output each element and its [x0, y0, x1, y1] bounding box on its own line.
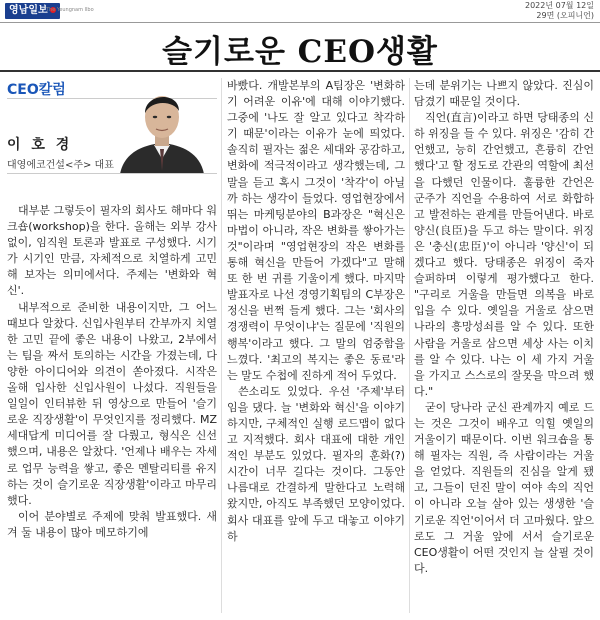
- publish-date: 2022년 07월 12일: [525, 1, 594, 10]
- paragraph: 쓴소리도 있었다. 우선 '주제'부터 임을 댔다. 늘 '변화와 혁신'을 이야기하지만, 구체적인 실행 로드맵이 없다고 지적했다. 회사 대표에 대한 개인적인 부분도 있었다. 필자의 훈화(?) 시간이 너무 길다는 것이다. 그동안 나름대로 간결하게 말한다고 노력해 왔지만, 아직도 부족했던 모양이었다. 회사 대표를 앞에 두고 대놓고 이야기하: [227, 384, 405, 543]
- paragraph: 이어 분야별로 주제에 맞춰 발표했다. 새겨 둘 내용이 많아 메모하기에: [7, 509, 217, 539]
- paragraph: 내부적으로 준비한 내용이지만, 그 어느 때보다 알찼다. 신입사원부터 간부까지 치열한 고민 끝에 좋은 내용이 나왔고, 2부에서는 팀을 짜서 토의하는 시간을 가졌는데, 다양한 아이디어와 의견이 쏟아졌다. 시작은 올해 입사한 신입사원이 나섰다. 직원들을 일일이 인터뷰한 뒤 영상으로 만들어 '슬기로운 직장생활'이 무엇인지를 정리했다. MZ세대답게 미디어를 잘 다뤘고, 형식은 신선했으며, 내용은 알찼다. '언제나 배우는 자세로 업무 능력을 쌓고, 좋은 멘탈리티를 유지하는 것이 슬기로운 직장생활'이라고 마무리했다.: [7, 300, 217, 507]
- paragraph: 굳이 당나라 군신 관계까지 예로 드는 것은 그것이 배우고 익힐 옛일의 거울이기 때문이다. 이번 워크숍을 통해 필자는 직원, 즉 사람이라는 거울을 얻었다. 직원들의 진심을 알게 됐고, 그들이 던진 말이 여야 속의 직언이 아니라 오늘 살아 있는 생생한 '슬기로운 직언'이어서 더 고마웠다. 앞으로도 그 거울 앞에 서서 슬기로운 CEO생활이 어떤 것인지 늘 살필 것이다.: [414, 400, 594, 575]
- article-column-3: [414, 78, 594, 577]
- top-divider: [0, 22, 600, 23]
- column-divider: [221, 78, 222, 613]
- headline-divider: [0, 70, 600, 72]
- paragraph: 바빴다. 개발본부의 A팀장은 '변화하기 어려운 이유'에 대해 이야기했다. 그중에 '나도 잘 알고 있다고 착각하기 때문'이라는 이유가 눈에 띄었다. 솔직히 필자는 젊은 세대와 공감하고, 변화에 적극적이라고 생각했는데, 그 말을 듣고 혹시 그것이 '착각'이 아닐까 하는 생각이 들었다. 영업현장에서 뛰는 마케팅분야의 B과장은 "혁신은 마법이 아니라, 작은 변화를 쌓아가는 것"이라며 "영업현장의 작은 변화를 통해 혁신을 만들어 가겠다"고 말해 또 한 번 귀를 기울이게 했다. 마지막 발표자로 나선 경영기획팀의 C부장은 정신을 번쩍 들게 했다. 그는 '회사의 경쟁력이 무엇이냐'는 질문에 '직원의 행복'이라고 했다. 그 말의 엄중함을 느꼈다. '최고의 복지는 좋은 동료'라는 말도 수첩에 진하게 적어 두었다.: [227, 79, 405, 382]
- paragraph: 직언(直言)이라고 하면 당태종의 신하 위징을 들 수 있다. 위징은 '감히 간언했고, 능히 간언했고, 흔륭히 간언했다'고 할 정도로 간관의 역할에 최선을 다했던 인물이다. 훌륭한 간언은 군주가 직언을 수용하여 서로 화합하고 발전하는 관계를 만들어낸다. 바로 양신(良臣)을 두고 하는 말이다. 위징은 '충신(忠臣)'이 아니라 '양신'이 되겠다고 했다. 당태종은 위징이 죽자 슬퍼하며 이렇게 평가했다고 한다. "구리로 거울을 만들면 의복을 바로 입을 수 있다. 옛일을 거울로 삼으면 나라의 흥망성쇠를 알 수 있다. 또한 사람을 거울로 삼으면 세상 사는 이치를 알 수 있다. 나는 이 세 가지 거울을 가지고 스스로의 잘못을 막으려 했다.": [414, 111, 594, 398]
- headline: 슬기로운 CEO생활: [162, 34, 438, 70]
- author-divider: [7, 173, 217, 174]
- author-name: 이 호 경: [7, 137, 73, 153]
- author-title: 대영에코건설<주> 대표: [7, 160, 114, 171]
- article-column-2: [227, 78, 405, 545]
- paragraph: 는데 분위기는 나쁘지 않았다. 진심이 담겼기 때문일 것이다.: [414, 79, 594, 109]
- section-label: CEO칼럼: [7, 82, 66, 98]
- dateline: [525, 1, 594, 21]
- logo-subtitle: The Yeungnam Ilbo: [46, 7, 94, 13]
- paragraph: 대부분 그렇듯이 필자의 회사도 해마다 워크숍(workshop)을 한다. 올해는 외부 강사 없이, 임직원 토론과 발표로 구성했다. 시기가 시기인 만큼, 자체적으로 치열하게 고민해 보자는 의미에서다. 주제는 '변화와 혁신'.: [7, 204, 217, 298]
- author-photo: [112, 79, 212, 174]
- article-column-1: [7, 203, 217, 541]
- logo-text: 영남일보: [9, 5, 48, 16]
- masthead: [0, 0, 600, 22]
- column-divider: [409, 78, 410, 613]
- page-section: 29면 (오피니언): [536, 11, 594, 20]
